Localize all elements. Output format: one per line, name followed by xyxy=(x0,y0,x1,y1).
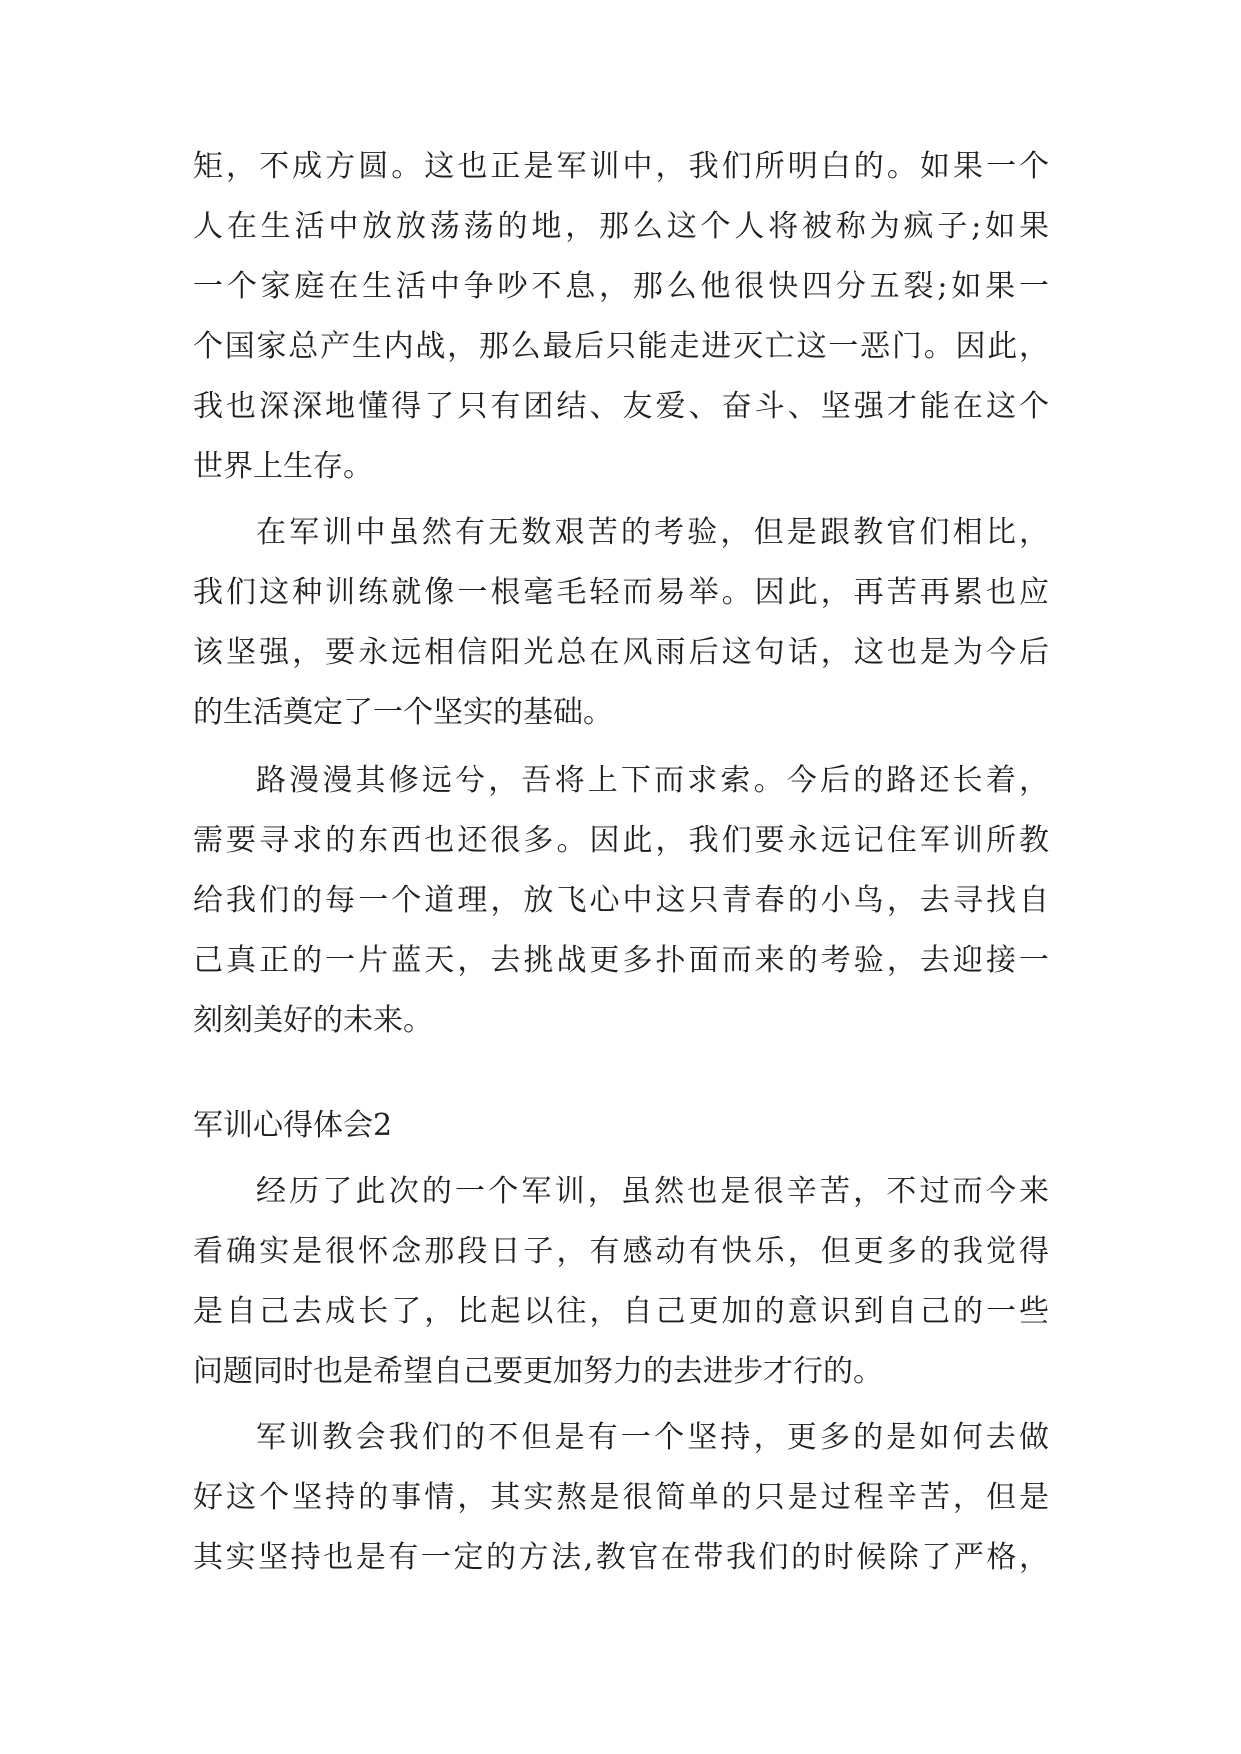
text-line: 己真正的一片蓝天，去挑战更多扑面而来的考验，去迎接一 xyxy=(193,943,1049,978)
text-line: 个国家总产生内战，那么最后只能走进灭亡这一恶门。因此， xyxy=(193,329,1049,364)
text-line: 问题同时也是希望自己要更加努力的去进步才行的。 xyxy=(193,1354,883,1389)
text-line: 世界上生存。 xyxy=(193,449,373,484)
text-line: 该坚强，要永远相信阳光总在风雨后这句话，这也是为今后 xyxy=(193,635,1049,670)
text-line: 的生活奠定了一个坚实的基础。 xyxy=(193,695,613,730)
text-line: 我也深深地懂得了只有团结、友爱、奋斗、坚强才能在这个 xyxy=(193,389,1049,424)
text-line: 人在生活中放放荡荡的地，那么这个人将被称为疯子;如果 xyxy=(193,209,1049,244)
text-line: 经历了此次的一个军训，虽然也是很辛苦，不过而今来 xyxy=(256,1174,1049,1209)
text-line: 一个家庭在生活中争吵不息，那么他很快四分五裂;如果一 xyxy=(193,269,1049,304)
text-line: 给我们的每一个道理，放飞心中这只青春的小鸟，去寻找自 xyxy=(193,883,1049,918)
text-line: 看确实是很怀念那段日子，有感动有快乐，但更多的我觉得 xyxy=(193,1234,1049,1269)
text-line: 其实坚持也是有一定的方法,教官在带我们的时候除了严格， xyxy=(193,1540,1049,1575)
text-line: 好这个坚持的事情，其实熬是很简单的只是过程辛苦，但是 xyxy=(193,1480,1049,1515)
text-line: 需要寻求的东西也还很多。因此，我们要永远记住军训所教 xyxy=(193,823,1049,858)
text-line: 军训教会我们的不但是有一个坚持，更多的是如何去做 xyxy=(256,1420,1049,1455)
text-line: 在军训中虽然有无数艰苦的考验，但是跟教官们相比， xyxy=(256,515,1049,550)
text-line: 是自己去成长了，比起以往，自己更加的意识到自己的一些 xyxy=(193,1294,1049,1329)
text-line: 刻刻美好的未来。 xyxy=(193,1003,433,1038)
text-line: 我们这种训练就像一根毫毛轻而易举。因此，再苦再累也应 xyxy=(193,575,1049,610)
text-line: 路漫漫其修远兮，吾将上下而求索。今后的路还长着， xyxy=(256,763,1049,798)
section-heading: 军训心得体会2 xyxy=(193,1108,393,1143)
text-line: 矩，不成方圆。这也正是军训中，我们所明白的。如果一个 xyxy=(193,149,1049,184)
